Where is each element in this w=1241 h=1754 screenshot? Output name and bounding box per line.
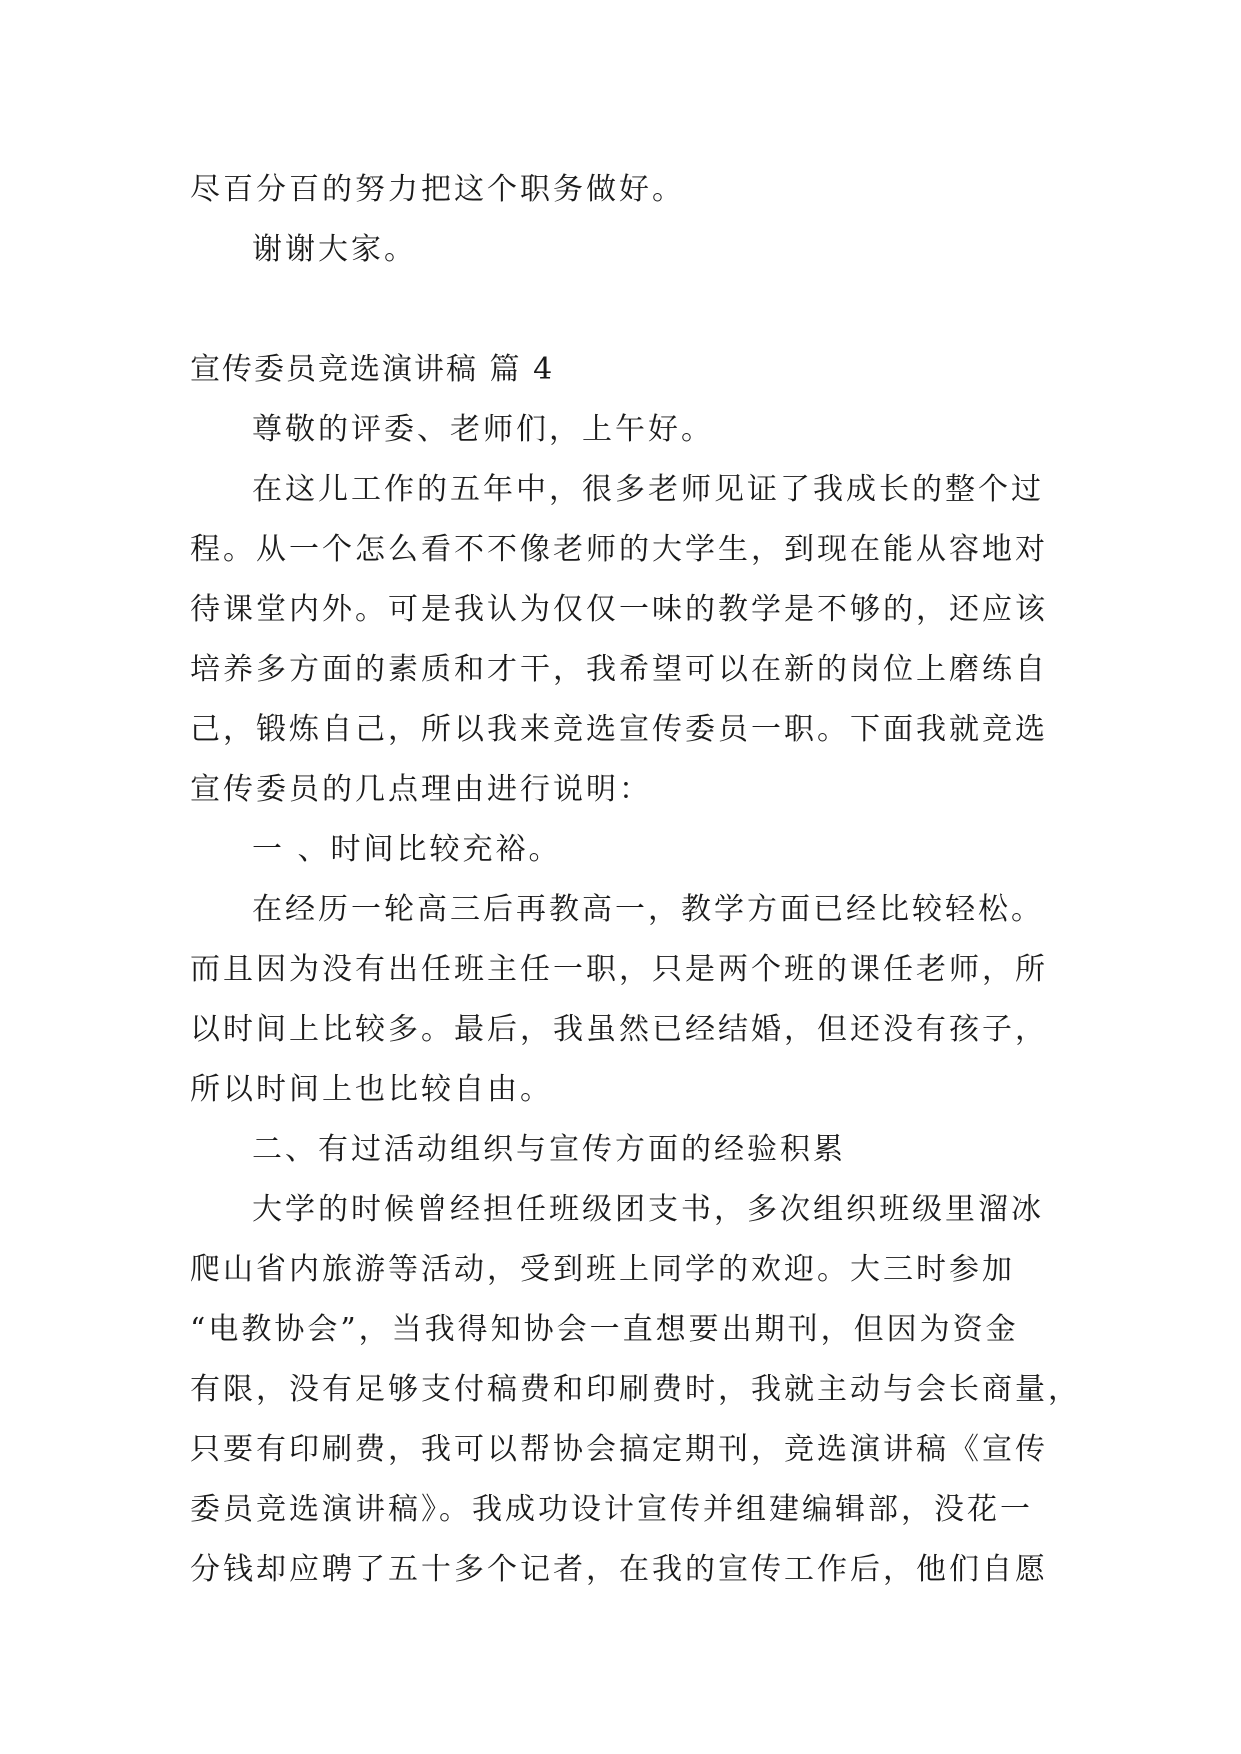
paragraph-gap [190,280,1052,340]
text-line: 在这儿工作的五年中，很多老师见证了我成长的整个过 [252,472,1044,507]
text-line: 尽百分百的努力把这个职务做好。 [190,172,685,207]
text-line: 以时间上比较多。最后，我虽然已经结婚，但还没有孩子， [190,1012,1048,1047]
document-body [190,160,1081,1600]
text-line: 尊敬的评委、老师们，上午好。 [252,412,714,447]
text-line: “电教协会”，当我得知协会一直想要出期刊，但因为资金 [190,1312,1019,1347]
text-line: 培养多方面的素质和才干，我希望可以在新的岗位上磨练自 [190,652,1048,687]
text-line: 分钱却应聘了五十多个记者，在我的宣传工作后，他们自愿 [190,1552,1048,1587]
text-line: 而且因为没有出任班主任一职，只是两个班的课任老师，所 [190,952,1048,987]
text-line: 所以时间上也比较自由。 [190,1072,553,1107]
text-line: 委员竞选演讲稿》。我成功设计宣传并组建编辑部，没花一 [190,1492,1033,1527]
text-line: 有限，没有足够支付稿费和印刷费时，我就主动与会长商量， [190,1372,1081,1407]
text-line: 一 、时间比较充裕。 [252,832,562,867]
text-line: 爬山省内旅游等活动，受到班上同学的欢迎。大三时参加 [190,1252,1015,1287]
text-line: 大学的时候曾经担任班级团支书，多次组织班级里溜冰 [252,1192,1044,1227]
text-line: 在经历一轮高三后再教高一，教学方面已经比较轻松。 [252,892,1044,927]
text-line: 二、有过活动组织与宣传方面的经验积累 [252,1132,846,1167]
text-line: 待课堂内外。可是我认为仅仅一味的教学是不够的，还应该 [190,592,1048,627]
text-line: 宣传委员的几点理由进行说明： [190,772,652,807]
text-line: 只要有印刷费，我可以帮协会搞定期刊，竞选演讲稿《宣传 [190,1432,1048,1467]
section-heading: 宣传委员竞选演讲稿 篇 4 [190,352,555,387]
text-line: 谢谢大家。 [252,232,417,267]
text-line: 己，锻炼自己，所以我来竞选宣传委员一职。下面我就竞选 [190,712,1048,747]
text-line: 程。从一个怎么看不不像老师的大学生，到现在能从容地对 [190,532,1048,567]
